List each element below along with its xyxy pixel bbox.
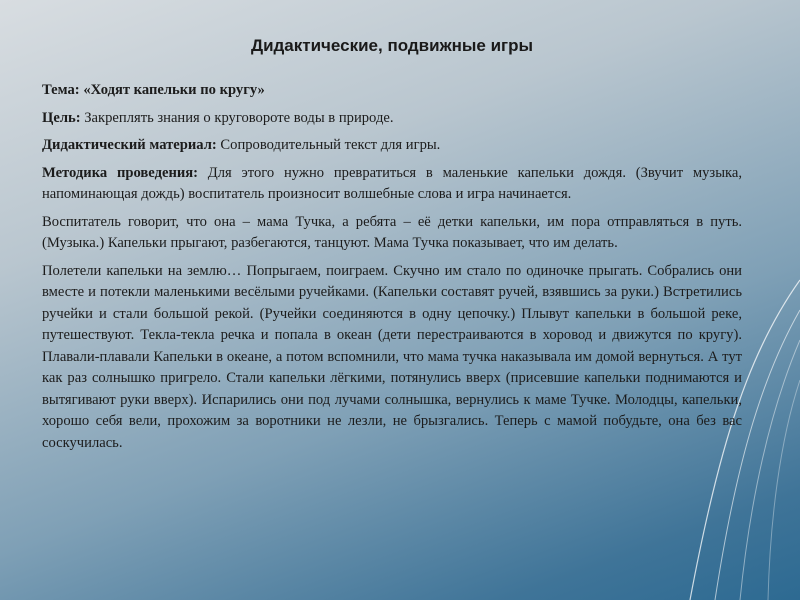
theme-label: Тема:: [42, 82, 84, 98]
material-label: Дидактический материал:: [42, 137, 217, 153]
material-line: [42, 135, 742, 157]
goal-value: Закреплять знания о круговороте воды в природе.: [80, 109, 394, 126]
method-value: Для этого нужно превратиться в маленькие капельки дождя. (Звучит музыка, напоминающая дождь) воспитатель произносит волшебные слова и игра начинается.: [42, 164, 742, 202]
material-value: Сопроводительный текст для игры.: [216, 137, 441, 153]
slide-content: [42, 30, 742, 460]
theme-value: «Ходят капельки по кругу»: [83, 82, 265, 98]
goal-label: Цель:: [42, 109, 81, 126]
method-paragraph: [42, 163, 742, 206]
goal-line: [42, 108, 742, 130]
paragraph-two: Воспитатель говорит, что она – мама Тучка, а ребята – её детки капельки, им пора отправляться в путь. (Музыка.) Капельки прыгают, разбегаются, танцуют. Мама Тучка показывает, что им делать.: [42, 213, 742, 251]
paragraph-three: Полетели капельки на землю… Попрыгаем, поиграем. Скучно им стало по одиночке прыгать. Собрались они вместе и потекли маленькими весёлыми ручейками. (Капельки составят ручей, взявшись за руки.) Встретились ручейки и стали большой рекой. (Ручейки соединяются в одну цепочку.) Плывут капельки в большой реке, путешествуют. Текла-текла речка и попала в океан (дети перестраиваются в хоровод и движутся по кругу). Плавали-плавали Капельки в океане, а потом вспомнили, что мама тучка наказывала им домой вернуться. А тут как раз солнышко пригрело. Стали капельки лёгкими, потянулись вверх (присевшие капельки поднимаются и вытягивают руки вверх). Испарились они под лучами солнышка, вернулись к маме Тучке. Молодцы, капельки, хорошо себя вели, прохожим за воротники не лезли, не брызгались. Теперь с мамой побудьте, она без вас соскучилась.: [42, 262, 742, 451]
theme-line: [42, 80, 742, 102]
method-label: Методика проведения:: [42, 164, 199, 181]
slide-title: Дидактические, подвижные игры: [250, 36, 534, 55]
